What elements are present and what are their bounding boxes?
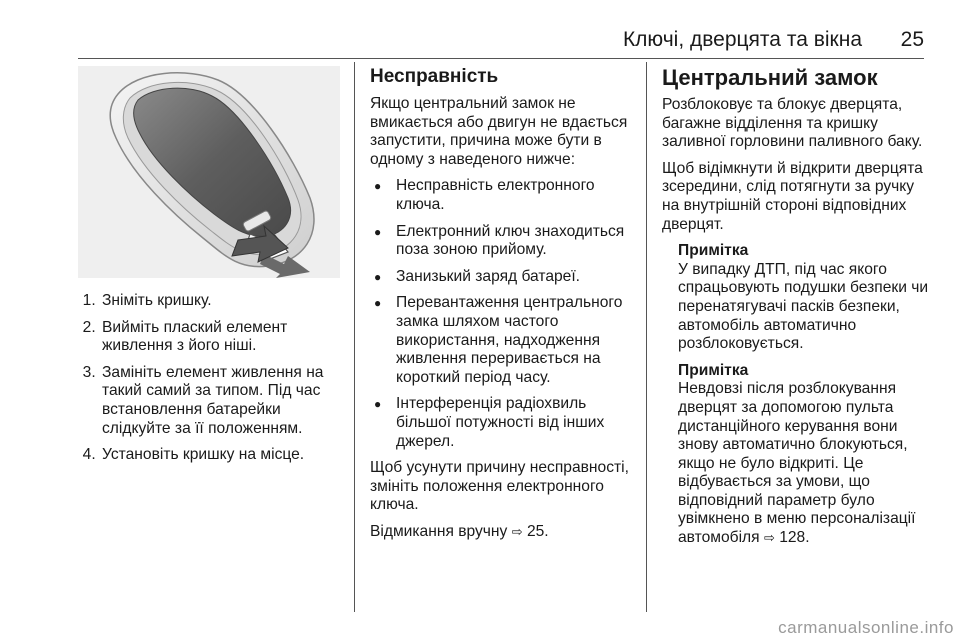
step-item: 4. Установіть кришку на місце. bbox=[100, 446, 340, 465]
note-2-page[interactable]: 128. bbox=[779, 529, 810, 547]
cause-item: ● Інтерференція радіохвиль більшої потужності від інших джерел. bbox=[396, 395, 638, 451]
note-1-title: Примітка bbox=[678, 242, 749, 260]
fault-intro: Якщо центральний замок не вмикається або двигун не вдається запустити, причина може бути в одному з наведеного нижче: bbox=[370, 95, 628, 168]
manual-unlock-reference[interactable] bbox=[370, 523, 638, 543]
page-number: 25 bbox=[900, 28, 924, 51]
note-2-body bbox=[678, 380, 930, 548]
column-3 bbox=[662, 66, 930, 557]
header-title: Ключі, дверцята та вікна bbox=[622, 28, 862, 51]
note-1 bbox=[662, 242, 930, 354]
step-item: 1. Зніміть кришку. bbox=[100, 292, 340, 311]
battery-replacement-steps bbox=[78, 292, 340, 465]
page-reference-arrow-icon[interactable]: ⇨ bbox=[763, 531, 775, 547]
note-1-text: У випадку ДТП, під час якого спрацьовують подушки безпеки чи перенатягувачі пасків безпеки, автомобіль автоматично розблоковується. bbox=[678, 260, 929, 353]
central-lock-heading: Центральний замок bbox=[662, 65, 878, 90]
cause-item: ● Електронний ключ знаходиться поза зоною прийому. bbox=[396, 223, 638, 260]
note-2-title: Примітка bbox=[678, 361, 749, 379]
fault-causes-list bbox=[370, 177, 638, 451]
manual-unlock-text: Відмикання вручну bbox=[370, 522, 508, 540]
watermark: carmanualsonline.info bbox=[778, 618, 954, 637]
fault-heading: Несправність bbox=[370, 66, 499, 87]
column-divider-1 bbox=[354, 62, 355, 612]
header-rule bbox=[78, 58, 924, 59]
central-lock-paragraph-1: Розблоковує та блокує дверцята, багажне відділення та кришку заливної горловини паливного баку. bbox=[662, 96, 923, 151]
cause-item: ● Перевантаження центрального замка шляхом частого використання, надходження живлення переривається на короткий період часу. bbox=[396, 294, 638, 387]
column-divider-2 bbox=[646, 62, 647, 612]
step-item: 3. Замініть елемент живлення на такий самий за типом. Під час встановлення батарейки слідкуйте за її положенням. bbox=[100, 364, 340, 438]
column-1 bbox=[78, 66, 340, 473]
manual-unlock-page: 25. bbox=[526, 522, 549, 540]
column-2 bbox=[370, 66, 638, 550]
note-2 bbox=[662, 362, 930, 549]
key-fob-battery-cover-icon bbox=[78, 66, 340, 278]
cause-item: ● Занизький заряд батареї. bbox=[396, 268, 638, 287]
cause-item: ● Несправність електронного ключа. bbox=[396, 177, 638, 214]
page-header bbox=[78, 28, 924, 54]
fault-remedy: Щоб усунути причину несправності, змініть положення електронного ключа. bbox=[370, 459, 629, 514]
page-reference-arrow-icon: ⇨ bbox=[511, 524, 523, 540]
step-item: 2. Вийміть плаский елемент живлення з його ніші. bbox=[100, 319, 340, 356]
central-lock-paragraph-2: Щоб відімкнути й відкрити дверцята зсередини, слід потягнути за ручку на внутрішній стороні відповідних дверцят. bbox=[662, 159, 923, 233]
note-2-text: Невдовзі після розблокування дверцят за допомогою пульта дистанційного керування вони знову автоматично блокуються, якщо не було відкриті. Це відбувається за умови, що відповідний параметр було увімкнено в меню персоналізації автомобіля bbox=[678, 380, 916, 547]
